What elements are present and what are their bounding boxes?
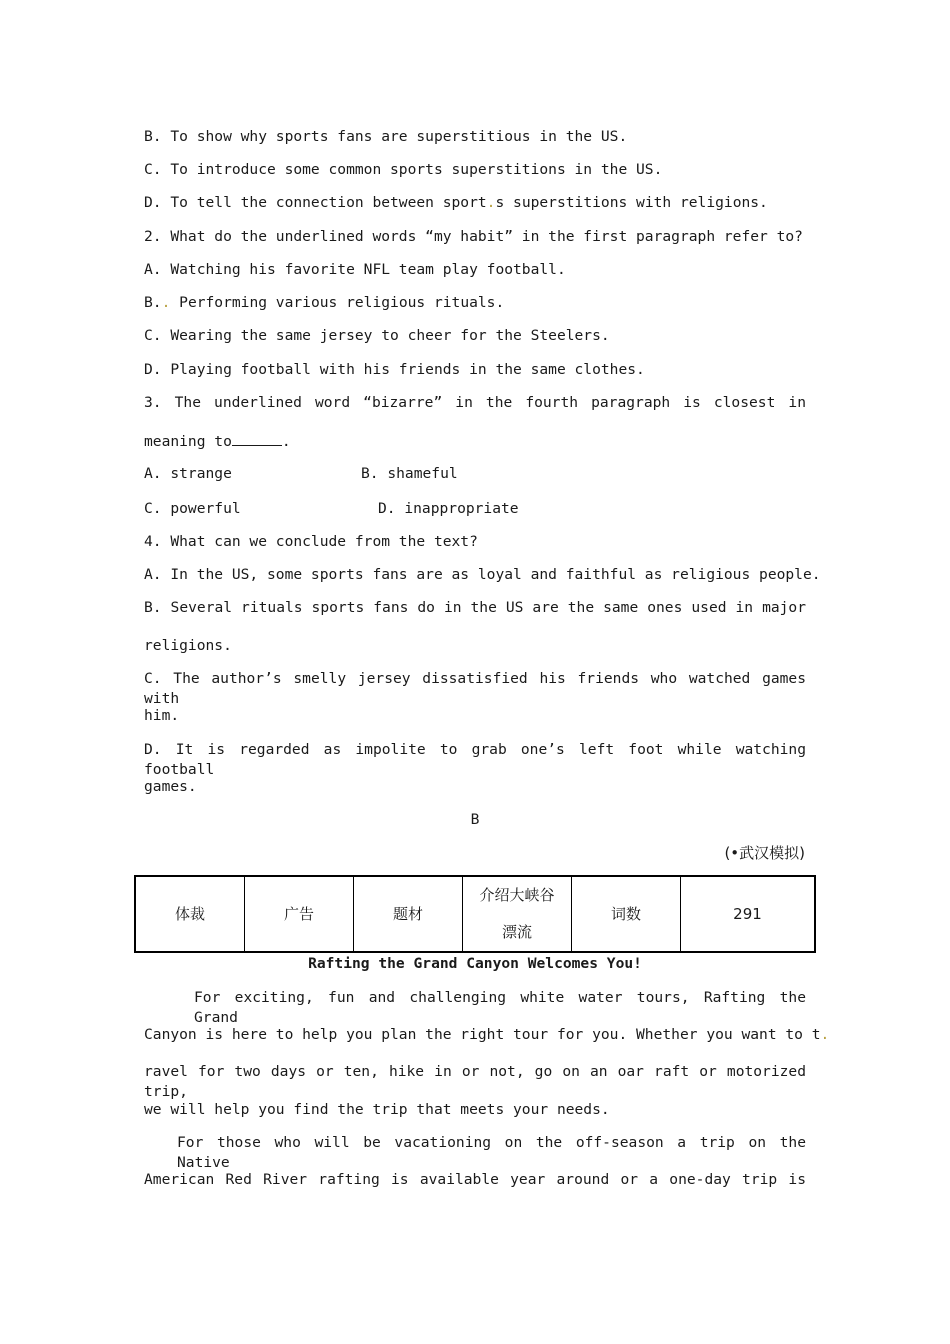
q2-stem: 2. What do the underlined words “my habit” in the first paragraph refer to? [144, 228, 803, 245]
passage-p1-line2-text: Canyon is here to help you plan the right tour for you. Whether you want to t [144, 1026, 821, 1043]
answer-blank [232, 430, 282, 446]
source-note: (•武汉模拟) [724, 844, 805, 862]
stray-mark: . [486, 194, 496, 211]
q2-option-b-letter: B. [144, 294, 162, 311]
q1-option-d-text-end: s superstitions with religions. [495, 194, 768, 211]
q1-option-d [144, 193, 768, 213]
q1-option-c: C. To introduce some common sports superstitions in the US. [144, 161, 663, 178]
q3-option-b: B. shameful [361, 465, 458, 482]
topic-value-line2: 漂流 [501, 923, 532, 941]
topic-value-cell [463, 876, 572, 952]
q1-option-d-text: D. To tell the connection between sport [144, 194, 487, 211]
q3-stem-text: meaning to [144, 433, 232, 450]
passage-p2-line1: For those who will be vacationing on the off-season a trip on the Native [177, 1134, 806, 1171]
q3-stem-end: . [281, 433, 291, 450]
passage-title: Rafting the Grand Canyon Welcomes You! [308, 955, 642, 972]
stray-mark: . [820, 1026, 830, 1043]
q4-stem: 4. What can we conclude from the text? [144, 533, 478, 550]
stray-mark: . [161, 294, 171, 311]
q3-option-c: C. powerful [144, 500, 241, 517]
q2-option-a: A. Watching his favorite NFL team play football. [144, 261, 566, 278]
table-row [135, 876, 815, 952]
section-letter: B [470, 811, 480, 828]
q3-option-d: D. inappropriate [378, 500, 519, 517]
word-count-value-cell: 291 [681, 876, 816, 952]
passage-p1-line3: ravel for two days or ten, hike in or not, go on an oar raft or motorized trip, [144, 1063, 806, 1100]
q4-option-b-line2: religions. [144, 637, 232, 654]
passage-p1-line1: For exciting, fun and challenging white water tours, Rafting the Grand [194, 989, 806, 1026]
q4-option-c-line2: him. [144, 707, 180, 724]
topic-label-cell: 题材 [354, 876, 463, 952]
q4-option-a: A. In the US, some sports fans are as loyal and faithful as religious people. [144, 566, 821, 583]
q1-option-b: B. To show why sports fans are superstitious in the US. [144, 128, 628, 145]
genre-label-cell: 体裁 [135, 876, 245, 952]
passage-info-table [134, 875, 816, 953]
q2-option-d: D. Playing football with his friends in the same clothes. [144, 361, 645, 378]
q4-option-c-line1: C. The author’s smelly jersey dissatisfied his friends who watched games with [144, 670, 806, 707]
q4-option-d-line2: games. [144, 778, 197, 795]
passage-p1-line2 [144, 1025, 829, 1045]
word-count-label-cell: 词数 [572, 876, 681, 952]
q4-option-b-line1: B. Several rituals sports fans do in the US are the same ones used in major [144, 599, 806, 616]
q2-option-b-text: Performing various religious rituals. [170, 294, 505, 311]
q3-stem-line2 [144, 430, 291, 452]
q3-stem-line1: 3. The underlined word “bizarre” in the fourth paragraph is closest in [144, 394, 806, 411]
q2-option-c: C. Wearing the same jersey to cheer for the Steelers. [144, 327, 610, 344]
topic-value-line1: 介绍大峡谷 [479, 886, 555, 904]
q3-option-a: A. strange [144, 465, 232, 482]
q4-option-d-line1: D. It is regarded as impolite to grab one’s left foot while watching football [144, 741, 806, 778]
genre-value-cell: 广告 [245, 876, 354, 952]
q2-option-b [144, 293, 504, 313]
passage-p1-line4: we will help you find the trip that meets your needs. [144, 1101, 610, 1118]
passage-p2-line2: American Red River rafting is available year around or a one-day trip is [144, 1171, 806, 1188]
